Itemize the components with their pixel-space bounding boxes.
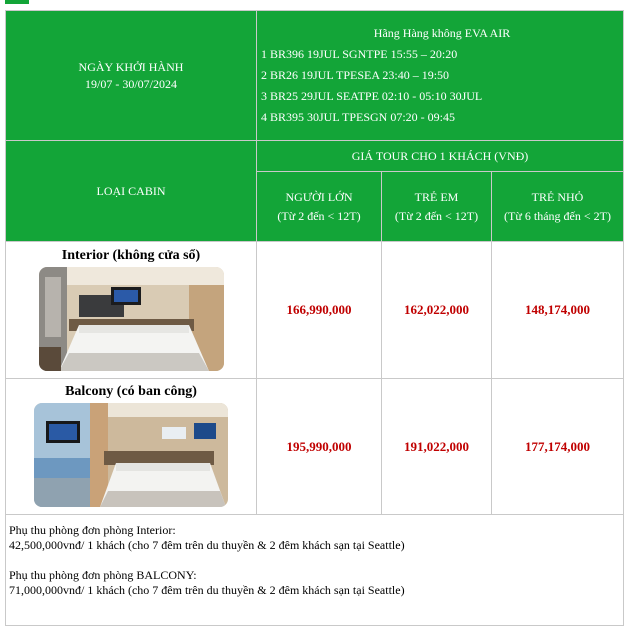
balcony-cabin-photo xyxy=(34,403,228,507)
departure-date-cell xyxy=(6,11,257,141)
child-header xyxy=(382,172,492,242)
flight-segment: 1 BR396 19JUL SGNTPE 15:55 – 20:20 xyxy=(261,47,458,61)
single-supplement-notes xyxy=(6,515,624,626)
departure-date-label: NGÀY KHỞI HÀNH xyxy=(78,59,184,74)
price-per-guest-header: GIÁ TOUR CHO 1 KHÁCH (VNĐ) xyxy=(257,141,624,172)
balcony-cabin-cell xyxy=(6,379,257,515)
flight-segment: 2 BR26 19JUL TPESEA 23:40 – 19:50 xyxy=(261,68,450,82)
flight-segment: 3 BR25 29JUL SEATPE 02:10 - 05:10 30JUL xyxy=(261,89,483,103)
airline-name: Hãng Hàng không EVA AIR xyxy=(373,26,511,40)
interior-infant-price: 148,174,000 xyxy=(492,242,624,379)
balcony-adult-price: 195,990,000 xyxy=(257,379,382,515)
price-header-row xyxy=(6,141,624,172)
interior-supplement-title: Phụ thu phòng đơn phòng Interior: xyxy=(9,523,176,537)
departure-date-value: 19/07 - 30/07/2024 xyxy=(85,76,177,91)
flight-segment: 4 BR395 30JUL TPESGN 07:20 - 09:45 xyxy=(261,110,456,124)
infant-label: TRẺ NHỎ xyxy=(531,189,584,204)
single-supplement-row xyxy=(6,515,624,626)
cabin-row-balcony xyxy=(6,379,624,515)
cabin-name: Interior (không cửa sổ) xyxy=(61,247,201,263)
child-label: TRẺ EM xyxy=(414,189,459,204)
top-green-strip xyxy=(5,0,29,4)
infant-age-range: (Từ 6 tháng đến < 2T) xyxy=(504,208,611,223)
interior-child-price: 162,022,000 xyxy=(382,242,492,379)
cabin-row-interior xyxy=(6,242,624,379)
infant-header xyxy=(492,172,624,242)
tour-price-table xyxy=(5,10,624,626)
child-age-range: (Từ 2 đến < 12T) xyxy=(394,208,479,223)
adult-label: NGƯỜI LỚN xyxy=(285,189,353,204)
balcony-supplement-title: Phụ thu phòng đơn phòng BALCONY: xyxy=(9,568,197,582)
interior-supplement-text: 42,500,000vnđ/ 1 khách (cho 7 đêm trên du thuyền & 2 đêm khách sạn tại Seattle) xyxy=(9,538,405,552)
balcony-infant-price: 177,174,000 xyxy=(492,379,624,515)
interior-adult-price: 166,990,000 xyxy=(257,242,382,379)
adult-header xyxy=(257,172,382,242)
adult-age-range: (Từ 2 đến < 12T) xyxy=(277,208,361,223)
interior-cabin-cell xyxy=(6,242,257,379)
departure-row xyxy=(6,11,624,141)
cabin-type-header: LOẠI CABIN xyxy=(6,141,257,242)
balcony-child-price: 191,022,000 xyxy=(382,379,492,515)
flight-info-cell xyxy=(257,11,624,141)
balcony-supplement-text: 71,000,000vnđ/ 1 khách (cho 7 đêm trên du thuyền & 2 đêm khách sạn tại Seattle) xyxy=(9,583,405,597)
interior-cabin-photo xyxy=(39,267,224,371)
cabin-name: Balcony (có ban công) xyxy=(65,384,197,399)
